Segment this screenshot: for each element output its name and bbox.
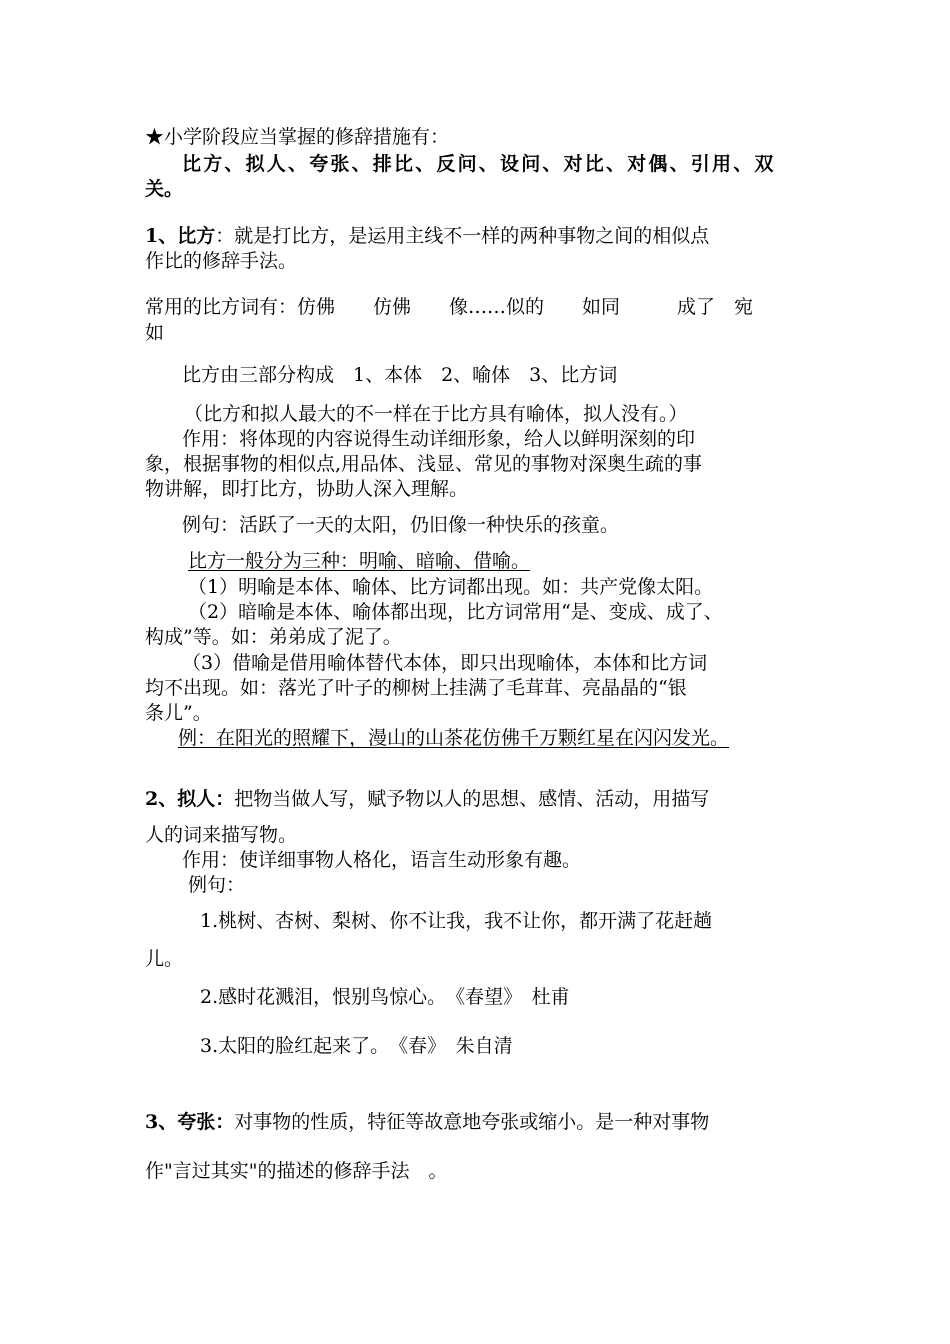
simile-effect-line3: 物讲解，即打比方，协助人深入理解。 (145, 478, 469, 500)
section-1-definition-line2: 作比的修辞手法。 (145, 250, 298, 272)
simile-kinds: 比方一般分为三种：明喻、暗喻、借喻。 (188, 550, 531, 572)
section-1-def-text: 就是打比方，是运用主线不一样的两种事物之间的相似点 (234, 225, 710, 247)
personification-example-1-line2: 儿。 (145, 948, 184, 970)
section-3-definition-line1 (145, 1109, 709, 1135)
simile-words-line1: 常用的比方词有：仿佛 仿佛 像……似的 如同 成了 宛 (145, 296, 754, 318)
section-2-definition-line1 (145, 786, 709, 812)
heading-title: ★小学阶段应当掌握的修辞措施有： (145, 126, 450, 148)
simile-kind-3-line3: 条儿”。 (145, 702, 212, 724)
section-2-colon: ： (215, 788, 235, 810)
rhetoric-list-line2: 关。 (145, 178, 184, 200)
simile-words-line2: 如 (145, 322, 165, 344)
simile-kind-3-line1: （3）借喻是借用喻体替代本体，即只出现喻体，本体和比方词 (182, 652, 708, 674)
section-3-number: 3、 (145, 1111, 178, 1133)
section-2-term: 拟人 (177, 788, 216, 810)
simile-example: 例句：活跃了一天的太阳，仍旧像一种快乐的孩童。 (182, 514, 620, 536)
simile-vs-personification: （比方和拟人最大的不一样在于比方具有喻体，拟人没有。） (184, 403, 688, 425)
personification-effect: 作用：使详细事物人格化，语言生动形象有趣。 (182, 849, 582, 871)
personification-example-1-line1: 1.桃树、杏树、梨树、你不让我，我不让你，都开满了花赶趟 (200, 910, 713, 932)
section-3-term: 夸张 (177, 1111, 216, 1133)
section-1-number: 1、 (145, 225, 178, 247)
section-1-term: 比方 (177, 225, 216, 247)
personification-example-2: 2.感时花溅泪，恨别鸟惊心。 《春望》 杜甫 (200, 986, 570, 1008)
section-3-definition-line2: 作"言过其实"的描述的修辞手法 。 (145, 1160, 448, 1182)
simile-kind-2-line2: 构成”等。如：弟弟成了泥了。 (145, 626, 402, 648)
personification-example-label: 例句： (188, 874, 246, 896)
personification-example-3: 3.太阳的脸红起来了。 《春》 朱自清 (200, 1035, 513, 1057)
simile-kind-3-line2: 均不出现。如：落光了叶子的柳树上挂满了毛茸茸、亮晶晶的“银 (145, 677, 687, 699)
simile-parts: 比方由三部分构成 1、本体 2、喻体 3、比方词 (182, 364, 618, 386)
section-1-definition-line1 (145, 223, 709, 249)
section-2-definition-line2: 人的词来描写物。 (145, 824, 298, 846)
simile-example-2: 例：在阳光的照耀下，漫山的山茶花仿佛千万颗红星在闪闪发光。 (178, 727, 730, 749)
section-2-def-text: 把物当做人写，赋予物以人的思想、感情、活动，用描写 (234, 788, 710, 810)
rhetoric-list-line1: 比方、拟人、夸张、排比、反问、设问、对比、对偶、引用、双 (182, 153, 776, 175)
simile-effect-line2: 象，根据事物的相似点,用品体、浅显、常见的事物对深奥生疏的事 (145, 453, 703, 475)
section-2-number: 2、 (145, 788, 178, 810)
section-1-colon: ： (215, 225, 235, 247)
simile-effect-line1: 作用：将体现的内容说得生动详细形象，给人以鲜明深刻的印 (182, 428, 696, 450)
section-3-def-text: 对事物的性质，特征等故意地夸张或缩小。是一种对事物 (234, 1111, 710, 1133)
simile-kind-1: （1）明喻是本体、喻体、比方词都出现。如：共产党像太阳。 (188, 576, 714, 598)
section-3-colon: ： (215, 1111, 235, 1133)
simile-kind-2-line1: （2）暗喻是本体、喻体都出现，比方词常用“是、变成、成了、 (188, 601, 723, 623)
